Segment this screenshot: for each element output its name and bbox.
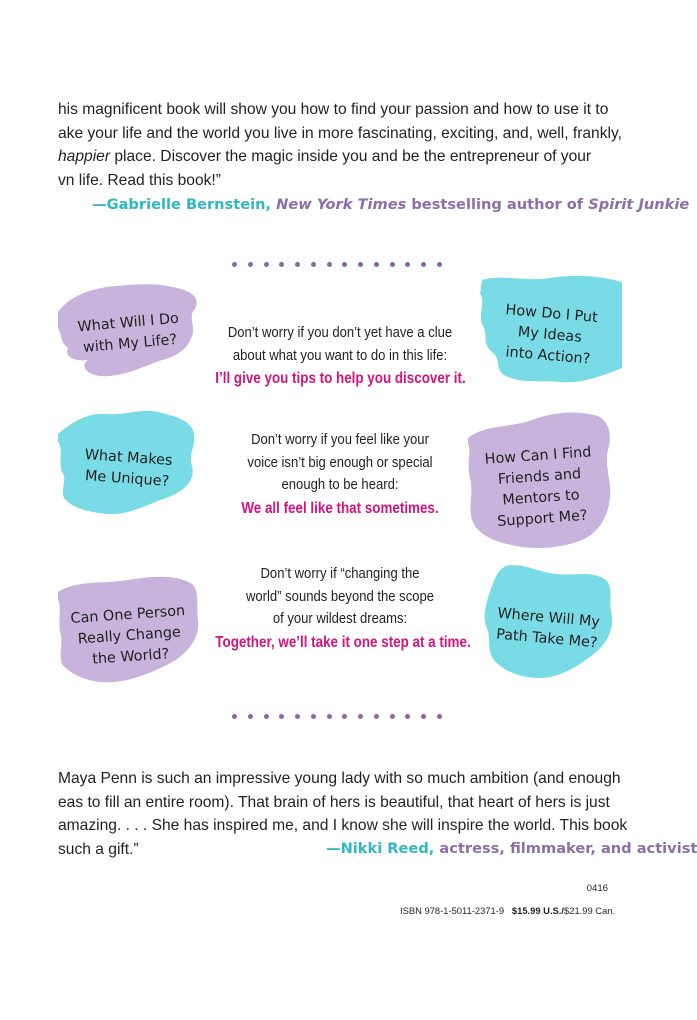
top-quote-italic-word: happier xyxy=(58,148,111,165)
blob-label-line: Where Will My xyxy=(496,605,601,631)
middle-accent: I’ll give you tips to help you discover it. xyxy=(215,370,466,388)
isbn-number: ISBN 978-1-5011-2371-9 xyxy=(400,905,505,916)
middle-line: Don’t worry if you don’t yet have a clue xyxy=(227,324,453,341)
question-blob xyxy=(482,562,614,680)
attribution-role: bestselling author of xyxy=(406,196,589,213)
attribution-name: —Nikki Reed, xyxy=(326,839,435,857)
blob-label-line: How Do I Put xyxy=(504,301,599,326)
attribution-role: actress, filmmaker, and activist xyxy=(434,839,697,857)
middle-accent: Together, we’ll take it one step at a time. xyxy=(215,633,471,651)
middle-paragraph-1 xyxy=(195,322,485,391)
bottom-quote-line-4-text: such a gift.” xyxy=(58,840,139,858)
middle-paragraph-2 xyxy=(195,429,485,521)
question-blob xyxy=(466,410,614,550)
blob-label-line: into Action? xyxy=(504,343,591,368)
attribution-book: Spirit Junkie xyxy=(588,196,690,213)
blob-label-line: Path Take Me? xyxy=(495,626,599,652)
catalog-code: 0416 xyxy=(586,883,608,894)
attribution-publication: New York Times xyxy=(276,196,407,213)
bottom-quote-line-4 xyxy=(58,838,697,862)
bottom-quote-line-2: eas to fill an entire room). That brain of hers is beautiful, that heart of hers is just xyxy=(58,793,610,811)
dotted-divider-bottom xyxy=(232,714,442,722)
bottom-quote-line-1: Maya Penn is such an impressive young lady with so much ambition (and enough xyxy=(58,770,621,787)
blob-label-line: Friends and xyxy=(497,466,582,488)
middle-line: Don’t worry if “changing the xyxy=(260,565,420,582)
isbn-price-line xyxy=(400,905,616,916)
blob-label-line: Support Me? xyxy=(496,507,589,531)
top-quote-line-1: his magnificent book will show you how to find your passion and how to use it to xyxy=(58,101,609,118)
bottom-quote-attribution xyxy=(326,838,697,860)
blob-label-line: Really Change xyxy=(77,623,182,648)
bottom-quote-line-3: amazing. . . . She has inspired me, and I know she will inspire the world. This book xyxy=(58,817,628,834)
blob-label-line: Me Unique? xyxy=(84,468,170,490)
price-us: $15.99 U.S./ xyxy=(511,905,565,916)
question-blob xyxy=(58,280,200,380)
top-quote xyxy=(58,98,690,216)
question-blob xyxy=(58,572,200,684)
attribution-name: —Gabrielle Bernstein, xyxy=(92,196,272,213)
blob-label-line: How Can I Find xyxy=(484,444,592,468)
blob-label-line: What Makes xyxy=(84,446,173,470)
top-quote-attribution xyxy=(92,194,690,216)
top-quote-line-3 xyxy=(58,145,622,169)
question-blob xyxy=(478,272,622,386)
price-can: $21.99 Can. xyxy=(564,905,616,916)
middle-line: world” sounds beyond the scope xyxy=(245,587,435,605)
top-quote-line-2: ake your life and the world you live in more fascinating, exciting, and, well, frankly, xyxy=(58,124,622,142)
middle-line: Don’t worry if you feel like your xyxy=(251,431,429,448)
middle-line: about what you want to do in this life: xyxy=(232,346,448,364)
dotted-divider-top xyxy=(232,262,442,270)
top-quote-line-3-rest: place. Discover the magic inside you and be the entrepreneur of your xyxy=(110,148,592,165)
middle-line: of your wildest dreams: xyxy=(272,610,408,628)
blob-label-line: Can One Person xyxy=(69,602,186,627)
question-blob xyxy=(58,408,198,518)
blob-label-line: Mentors to xyxy=(501,487,581,509)
blob-label-line: My Ideas xyxy=(517,323,583,346)
blob-label-line: What Will I Do xyxy=(76,310,180,336)
blob-label-line: with My Life? xyxy=(82,331,178,357)
middle-accent: We all feel like that sometimes. xyxy=(241,499,439,517)
middle-line: voice isn’t big enough or special xyxy=(247,453,433,471)
middle-paragraph-3 xyxy=(195,563,485,655)
blob-label-line: the World? xyxy=(91,645,170,668)
top-quote-line-4: vn life. Read this book!” xyxy=(58,171,221,189)
middle-line: enough to be heard: xyxy=(281,476,399,494)
bottom-quote xyxy=(58,767,697,861)
